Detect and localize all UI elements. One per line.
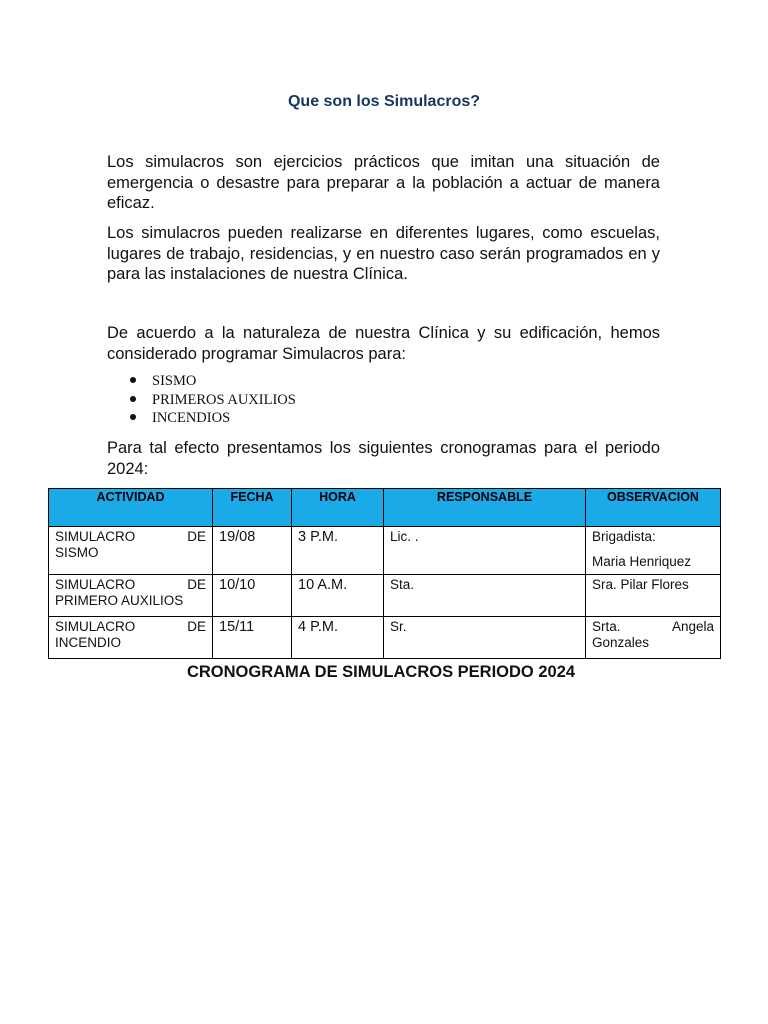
cell-actividad — [49, 575, 213, 617]
list-item-label: PRIMEROS AUXILIOS — [152, 391, 296, 408]
cell-text: INCENDIO — [55, 635, 122, 650]
bullet-icon — [130, 396, 136, 402]
bullet-icon — [130, 414, 136, 420]
header-hora: HORA — [292, 489, 384, 527]
cell-hora: 4 P.M. — [292, 617, 384, 659]
cell-responsable: Sta. — [384, 575, 586, 617]
header-observacion: OBSERVACION — [586, 489, 721, 527]
cell-actividad — [49, 617, 213, 659]
paragraph-locations: Los simulacros pueden realizarse en diferentes lugares, como escuelas, lugares de trabajo, residencias, y en nuestro caso serán programados en y para las instalaciones de nuestra Clínica. — [107, 224, 660, 283]
cell-hora: 10 A.M. — [292, 575, 384, 617]
table-header-row — [49, 489, 721, 527]
paragraph-programming: De acuerdo a la naturaleza de nuestra Clínica y su edificación, hemos considerado programar Simulacros para: — [107, 324, 660, 363]
schedule-table — [48, 488, 721, 659]
cell-actividad — [49, 527, 213, 575]
cell-responsable: Sr. — [384, 617, 586, 659]
cell-fecha: 19/08 — [213, 527, 292, 575]
cell-observacion — [586, 617, 721, 659]
paragraph-definition: Los simulacros son ejercicios prácticos que imitan una situación de emergencia o desastre para preparar a la población a actuar de manera eficaz. — [107, 153, 660, 212]
cell-fecha: 10/10 — [213, 575, 292, 617]
table-caption: CRONOGRAMA DE SIMULACROS PERIODO 2024 — [186, 663, 576, 681]
cell-text: DE — [187, 619, 206, 634]
cell-text: DE — [187, 577, 206, 592]
cell-text: Gonzales — [592, 635, 650, 650]
cell-text: Srta. Angela — [592, 619, 714, 634]
cell-text: Brigadista: — [592, 529, 656, 544]
cell-text: SISMO — [55, 545, 99, 560]
list-item — [130, 391, 296, 410]
cell-text: SIMULACRO — [55, 577, 136, 592]
table-row — [49, 575, 721, 617]
table-row — [49, 527, 721, 575]
cell-text: SIMULACRO — [55, 619, 136, 634]
header-actividad: ACTIVIDAD — [49, 489, 213, 527]
bullet-icon — [130, 377, 136, 383]
cell-observacion — [586, 527, 721, 575]
cell-text: PRIMERO AUXILIOS — [55, 593, 184, 608]
cell-hora: 3 P.M. — [292, 527, 384, 575]
cell-fecha: 15/11 — [213, 617, 292, 659]
list-item-label: INCENDIOS — [152, 410, 231, 427]
list-item — [130, 409, 296, 428]
paragraph-schedule-intro: Para tal efecto presentamos los siguientes cronogramas para el periodo 2024: — [107, 439, 660, 478]
table-row — [49, 617, 721, 659]
header-responsable: RESPONSABLE — [384, 489, 586, 527]
cell-responsable: Lic. . — [384, 527, 586, 575]
header-fecha: FECHA — [213, 489, 292, 527]
page-title: Que son los Simulacros? — [287, 93, 481, 110]
list-item — [130, 372, 296, 391]
simulacro-types-list — [130, 372, 296, 428]
cell-text: SIMULACRO — [55, 529, 136, 544]
cell-text: Maria Henriquez — [592, 554, 692, 569]
cell-text: DE — [187, 529, 206, 544]
list-item-label: SISMO — [152, 373, 197, 389]
cell-observacion: Sra. Pilar Flores — [586, 575, 721, 617]
